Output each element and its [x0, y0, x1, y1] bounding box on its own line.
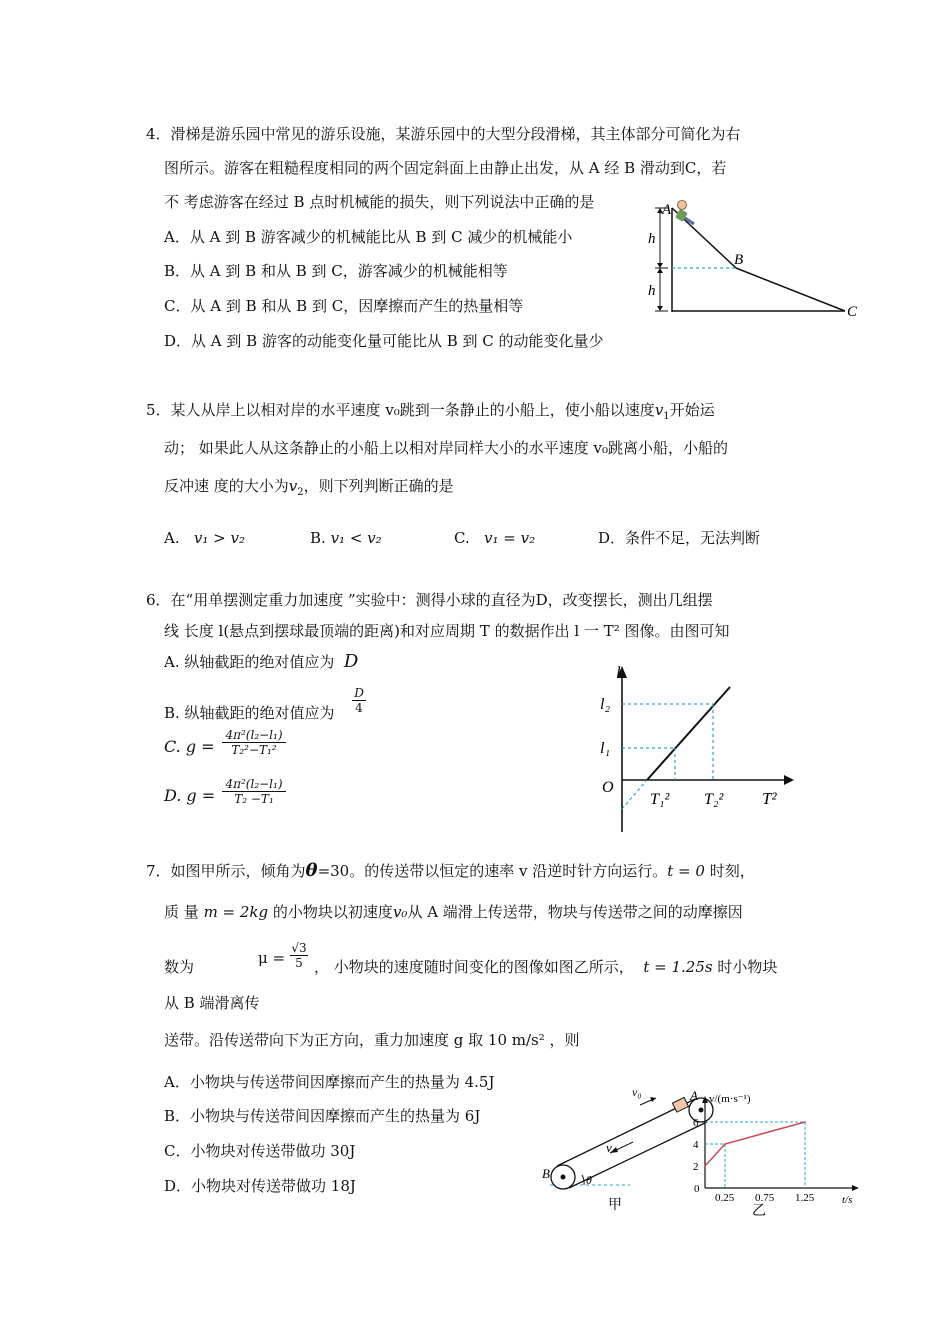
q4-option-a: A．从 A 到 B 游客减少的机械能比从 B 到 C 减少的机械能小 — [164, 228, 573, 246]
q7-yi-data-point — [804, 1121, 806, 1123]
q5-option-c: C. v₁ = v₂ — [454, 529, 536, 547]
q7-jia-label-v0: v₀ — [632, 1085, 642, 1099]
q7-option-c: C．小物块对传送带做功 30J — [164, 1142, 356, 1160]
q4-label-h2: h — [648, 283, 656, 299]
q6-option-b: B. 纵轴截距的绝对值应为 — [164, 704, 335, 722]
q7-jia-label-a: A — [690, 1088, 698, 1103]
block-icon — [672, 1097, 688, 1112]
q7-line3: ， 小物块的速度随时间变化的图像如图乙所示， t = 1.25s 时小物块 — [314, 958, 778, 976]
q7-option-a: A．小物块与传送带间因摩擦而产生的热量为 4.5J — [164, 1073, 495, 1091]
q7-jia-caption: 甲 — [608, 1198, 622, 1213]
q7-jia-label-v: v — [606, 1140, 612, 1155]
q4-option-c: C．从 A 到 B 和从 B 到 C，因摩擦而产生的热量相等 — [164, 297, 524, 315]
q7-yi-ytick: 6 — [693, 1117, 699, 1129]
q5-option-a: A. v₁ > v₂ — [164, 529, 246, 547]
q7-line1: 7．如图甲所示，倾角为θ=30。的传送带以恒定的速率 v 沿逆时针方向运行。t = 0 时刻， — [146, 860, 755, 881]
q7-yi-origin: 0 — [694, 1183, 700, 1195]
q6-option-d-label: D. g = — [164, 786, 216, 805]
q7-yi-caption: 乙 — [752, 1204, 766, 1219]
q6-option-a: A. 纵轴截距的绝对值应为 D — [164, 651, 359, 672]
q7-jia-label-theta: θ — [586, 1173, 592, 1187]
q7-yi-data-point — [704, 1165, 706, 1167]
q6-data-line — [647, 687, 730, 780]
q5-option-d: D．条件不足，无法判断 — [598, 529, 761, 547]
q5-line3: 反冲速 度的大小为$v_2$，则下列判断正确的是 — [164, 477, 454, 498]
q7-line2: 质 量 m = 2kg 的小物块以初速度v₀从 A 端滑上传送带，物块与传送带之间的动摩擦因 — [164, 903, 743, 921]
q6-origin: O — [602, 779, 614, 796]
q7-mu-label: μ = — [258, 949, 286, 967]
q4-label-h1: h — [648, 231, 656, 247]
q7-yi-ylabel: v/(m·s⁻¹) — [709, 1093, 751, 1105]
q5-line2: 动； 如果此人从这条静止的小船上以相对岸同样大小的水平速度 v₀跳离小船，小船的 — [164, 439, 729, 457]
q4-line2: 图所示。游客在粗糙程度相同的两个固定斜面上由静止出发，从 A 经 B 滑动到C，若 — [164, 159, 727, 177]
q7-mu-fraction: $\frac{√3}{5}$ — [291, 941, 307, 970]
q4-option-d: D．从 A 到 B 游客的动能变化量可能比从 B 到 C 的动能变化量少 — [164, 332, 604, 350]
q7-vt-chart — [688, 1094, 868, 1219]
q7-option-d: D．小物块对传送带做功 18J — [164, 1177, 356, 1195]
q7-line3a: 数为 — [164, 958, 195, 976]
q5-option-b: B. v₁ < v₂ — [310, 529, 382, 547]
q7-line5: 送带。沿传送带向下为正方向，重力加速度 g 取 10 m/s² ，则 — [164, 1031, 580, 1049]
q6-option-b-fraction: $\frac{D}{4}$ — [352, 686, 366, 715]
q4-label-a: A — [662, 202, 672, 218]
q4-option-b: B．从 A 到 B 和从 B 到 C，游客减少的机械能相等 — [164, 262, 508, 280]
q7-yi-xtick: 0.75 — [755, 1192, 775, 1204]
q6-tick-l2: l₂ — [600, 696, 611, 713]
q7-yi-ytick: 2 — [693, 1161, 699, 1173]
q6-line1: 6．在“用单摆测定重力加速度 ”实验中：测得小球的直径为D，改变摆长，测出几组摆 — [146, 591, 713, 609]
q6-ylabel: l — [616, 663, 621, 682]
q6-tick-l1: l₁ — [600, 740, 611, 757]
q6-xlabel: T² — [762, 789, 777, 808]
q6-extension-line — [622, 780, 647, 809]
q7-yi-xlabel: t/s — [842, 1194, 853, 1206]
q4-slide-figure — [640, 198, 870, 323]
q6-tick-t1: T₁² — [650, 791, 670, 808]
q7-line4: 从 B 端滑离传 — [164, 994, 260, 1012]
q7-yi-xtick: 1.25 — [795, 1192, 815, 1204]
q7-jia-label-b: B — [542, 1166, 550, 1181]
q4-slope-bc — [736, 268, 845, 311]
q7-conveyor-figure — [540, 1085, 710, 1213]
q4-label-c: C — [847, 304, 858, 320]
q4-line3: 不 考虑游客在经过 B 点时机械能的损失，则下列说法中正确的是 — [164, 193, 595, 211]
q6-option-c-label: C. g = — [164, 737, 215, 756]
q7-yi-data-point — [724, 1143, 726, 1145]
q4-line1: 4．滑梯是游乐园中常见的游乐设施，某游乐园中的大型分段滑梯，其主体部分可简化为右 — [146, 125, 741, 143]
q7-yi-ytick: 4 — [693, 1139, 699, 1151]
q6-option-c-fraction: $\frac{\text{4π²(l₂−l₁)}}{\text{T₂²−T₁²}}$ — [222, 728, 286, 757]
q6-tick-t2: T₂² — [704, 791, 724, 808]
q5-line1: 5．某人从岸上以相对岸的水平速度 v₀跳到一条静止的小船上，使小船以速度$v_1$开始运 — [146, 401, 715, 422]
q6-line2: 线 长度 l(悬点到摆球最顶端的距离)和对应周期 T 的数据作出 l 一 T² 图像。由图可知 — [164, 622, 730, 640]
q6-option-d-fraction: $\frac{\text{4π²(l₂−l₁)}}{\text{T₂ −T₁}}$ — [222, 777, 286, 806]
q4-label-b: B — [734, 252, 744, 268]
q7-option-b: B．小物块与传送带间因摩擦而产生的热量为 6J — [164, 1107, 481, 1125]
q7-yi-xtick: 0.25 — [715, 1192, 735, 1204]
q6-l-t2-graph — [592, 664, 792, 834]
